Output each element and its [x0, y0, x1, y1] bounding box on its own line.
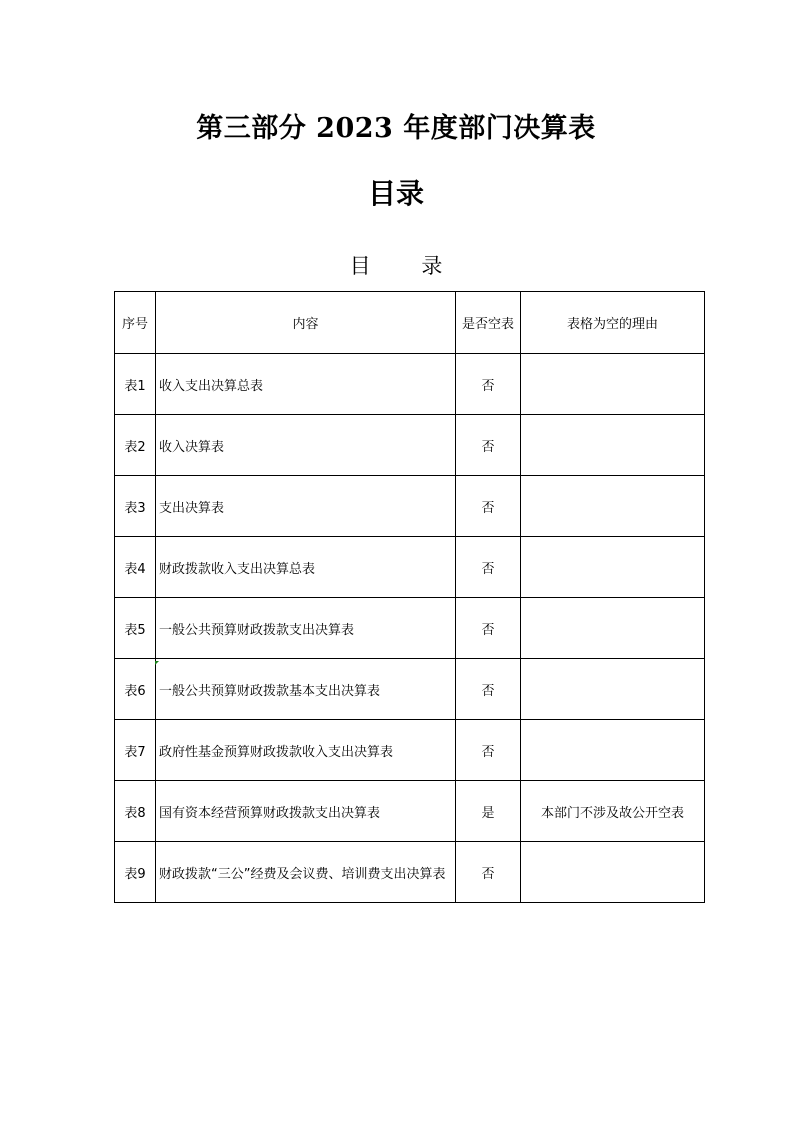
row-is-empty: 否	[456, 659, 521, 720]
row-no: 表6	[115, 659, 156, 720]
document-subtitle: 目录	[367, 177, 424, 210]
table-row	[115, 598, 705, 659]
row-reason	[521, 842, 705, 903]
table-row	[115, 781, 705, 842]
header-content: 内容	[156, 292, 456, 354]
row-reason	[521, 415, 705, 476]
row-content: 收入决算表	[156, 415, 456, 476]
row-is-empty: 否	[456, 476, 521, 537]
header-no: 序号	[115, 292, 156, 354]
row-is-empty: 否	[456, 842, 521, 903]
row-no: 表9	[115, 842, 156, 903]
row-reason	[521, 354, 705, 415]
table-row	[115, 659, 705, 720]
row-reason	[521, 720, 705, 781]
row-no: 表1	[115, 354, 156, 415]
row-reason	[521, 598, 705, 659]
row-no: 表8	[115, 781, 156, 842]
cell-comment-marker	[155, 661, 159, 665]
row-no: 表3	[115, 476, 156, 537]
row-no: 表7	[115, 720, 156, 781]
row-content: 一般公共预算财政拨款支出决算表	[156, 598, 456, 659]
row-content: 财政拨款“三公”经费及会议费、培训费支出决算表	[156, 842, 456, 903]
row-reason	[521, 659, 705, 720]
row-no: 表2	[115, 415, 156, 476]
table-row	[115, 720, 705, 781]
row-content: 财政拨款收入支出决算总表	[156, 537, 456, 598]
row-no: 表4	[115, 537, 156, 598]
row-reason	[521, 476, 705, 537]
table-row	[115, 842, 705, 903]
table-row	[115, 476, 705, 537]
header-is-empty: 是否空表	[456, 292, 521, 354]
row-is-empty: 否	[456, 415, 521, 476]
table-row	[115, 415, 705, 476]
row-is-empty: 否	[456, 720, 521, 781]
row-content: 一般公共预算财政拨款基本支出决算表	[156, 659, 456, 720]
document-title: 第三部分 2023 年度部门决算表	[196, 113, 596, 144]
row-is-empty: 是	[456, 781, 521, 842]
toc-table	[114, 291, 705, 903]
table-row	[115, 537, 705, 598]
row-reason	[521, 537, 705, 598]
row-no: 表5	[115, 598, 156, 659]
row-is-empty: 否	[456, 354, 521, 415]
header-reason: 表格为空的理由	[521, 292, 705, 354]
row-reason: 本部门不涉及故公开空表	[521, 781, 705, 842]
toc-heading: 目 录	[349, 254, 465, 278]
row-content: 政府性基金预算财政拨款收入支出决算表	[156, 720, 456, 781]
row-is-empty: 否	[456, 598, 521, 659]
row-content: 支出决算表	[156, 476, 456, 537]
row-content: 收入支出决算总表	[156, 354, 456, 415]
table-row	[115, 354, 705, 415]
table-header-row	[115, 292, 705, 354]
row-is-empty: 否	[456, 537, 521, 598]
row-content: 国有资本经营预算财政拨款支出决算表	[156, 781, 456, 842]
